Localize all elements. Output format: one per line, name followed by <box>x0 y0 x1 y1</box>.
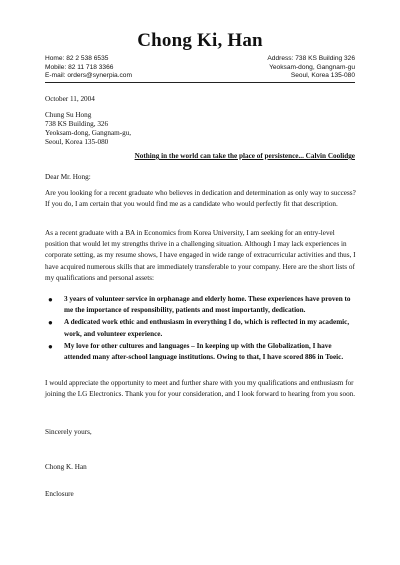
recipient-line-2: 738 KS Building, 326 <box>45 120 109 128</box>
recipient-name: Chung Su Hong <box>45 111 92 119</box>
bullet-icon: ● <box>48 318 53 328</box>
qualifications-list <box>45 294 357 364</box>
closing-paragraph: I would appreciate the opportunity to meet and further share with you my qualifications and enthusiasm for joining the LG Electronics. Thank you for your consideration, and I look forward to hearing from you soon. <box>45 379 356 399</box>
recipient-line-4: Seoul, Korea 135-080 <box>45 138 109 146</box>
opening-paragraph: Are you looking for a recent graduate who believes in dedication and determination as only way to success? If you do, I am certain that you would find me as a candidate who would perfectly fit that description. <box>45 189 356 209</box>
address-line-3: Seoul, Korea 135-080 <box>290 72 355 80</box>
home-phone: Home: 82 2 538 6535 <box>45 55 109 62</box>
email-address: E-mail: orders@synerpia.com <box>45 72 132 80</box>
mobile-phone: Mobile: 82 11 718 3366 <box>45 63 114 71</box>
qualifications-paragraph: As a recent graduate with a BA in Economics from Korea University, I am seeking for an entry-level position that would let my strengths thrive in a challenging situation. Although I may lack experiences in corporate setting, as my resume shows, I have engaged in wide range of extracurricular activities and thus, I have acquired numerous skills that are immediately transferable to your company. Here are the short lists of my qualifications and personal assets: <box>45 229 356 282</box>
list-item <box>45 317 357 339</box>
bullet-icon: ● <box>48 295 53 304</box>
contact-info-right <box>267 55 355 81</box>
list-item-text: My love for other cultures and languages – In keeping up with the Globalization, I have attended many after-school language institutions. Owing to that, I have scored 886 in Toeic. <box>64 341 344 362</box>
salutation: Dear Mr. Hong: <box>45 173 91 181</box>
applicant-name: Chong Ki, Han <box>137 30 263 51</box>
contact-info-left <box>45 55 132 81</box>
recipient-line-3: Yeoksam-dong, Gangnam-gu, <box>45 129 132 137</box>
signature-name: Chong K. Han <box>45 463 87 471</box>
header-divider <box>45 82 355 83</box>
list-item <box>45 294 357 316</box>
enclosure-note: Enclosure <box>45 490 74 498</box>
list-item-text: A dedicated work ethic and enthusiasm in everything I do, which is reflected in my academic, work, and volunteer experience. <box>64 318 350 338</box>
list-item <box>45 341 357 363</box>
persistence-quote: Nothing in the world can take the place of persistence... Calvin Coolidge <box>134 152 355 160</box>
letter-date: October 11, 2004 <box>45 95 95 103</box>
address-line-2: Yeoksam-dong, Gangnam-gu <box>269 63 355 71</box>
list-item-text: 3 years of volunteer service in orphanage and elderly home. These experiences have proven to me the importance of responsibility, patients and most importantly, dedication. <box>64 295 351 315</box>
recipient-address <box>45 111 357 147</box>
address-line-1: Address: 738 KS Building 326 <box>267 55 355 62</box>
bullet-icon: ● <box>48 341 53 351</box>
complimentary-close: Sincerely yours, <box>45 428 92 436</box>
